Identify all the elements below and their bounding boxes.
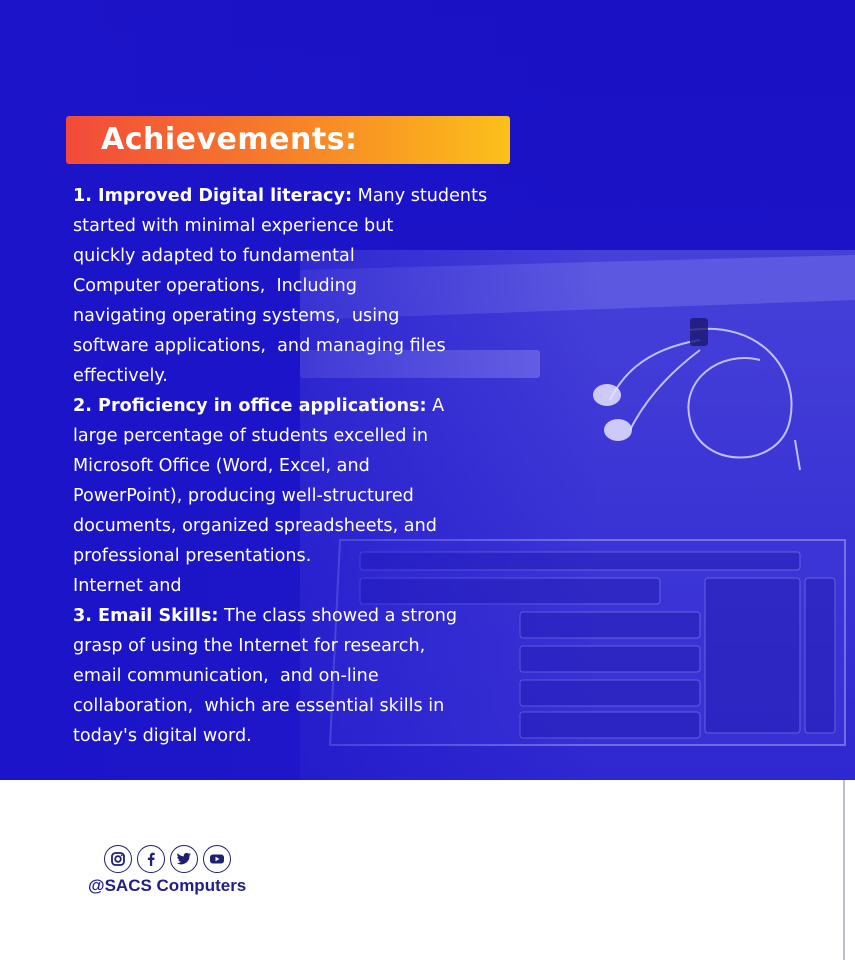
body-line — [73, 541, 543, 571]
body-line-text: quickly adapted to fundamental — [73, 246, 355, 266]
body-line-text: The class showed a strong — [218, 606, 458, 626]
twitter-icon[interactable] — [170, 845, 198, 873]
youtube-icon[interactable] — [203, 845, 231, 873]
body-line-text: effectively. — [73, 366, 168, 386]
instagram-icon[interactable] — [104, 845, 132, 873]
body-line — [73, 391, 543, 421]
body-line-text: grasp of using the Internet for research, — [73, 636, 426, 656]
body-line — [73, 271, 543, 301]
body-line-text: Many students — [352, 186, 488, 206]
achievements-body — [73, 181, 543, 751]
body-line-text: PowerPoint), producing well-structured — [73, 486, 414, 506]
body-line — [73, 481, 543, 511]
body-line — [73, 571, 543, 601]
body-line — [73, 421, 543, 451]
body-line — [73, 241, 543, 271]
body-line — [73, 211, 543, 241]
body-line — [73, 361, 543, 391]
body-line-text: documents, organized spreadsheets, and — [73, 516, 437, 536]
social-icons-row — [104, 845, 234, 875]
body-line — [73, 511, 543, 541]
body-line-text: email communication, and on-line — [73, 666, 379, 686]
body-line-text: large percentage of students excelled in — [73, 426, 429, 446]
body-line — [73, 721, 543, 751]
body-line — [73, 451, 543, 481]
page-edge-divider — [843, 780, 845, 960]
body-line — [73, 661, 543, 691]
body-line-text: Internet and — [73, 576, 182, 596]
brand-handle: @SACS Computers — [88, 876, 247, 895]
body-line-text: Computer operations, Including — [73, 276, 357, 296]
body-line-text: A — [426, 396, 445, 416]
body-line — [73, 631, 543, 661]
body-line-text: collaboration, which are essential skills in — [73, 696, 445, 716]
body-line-bold-label: 3. Email Skills: — [73, 606, 219, 626]
body-line — [73, 181, 543, 211]
body-line — [73, 331, 543, 361]
achievements-heading: Achievements: — [101, 122, 358, 157]
body-line — [73, 601, 543, 631]
body-line-text: navigating operating systems, using — [73, 306, 400, 326]
body-line-text: Microsoft Office (Word, Excel, and — [73, 456, 370, 476]
achievements-heading-box — [66, 116, 510, 164]
facebook-icon[interactable] — [137, 845, 165, 873]
body-line-text: software applications, and managing files — [73, 336, 446, 356]
body-line-bold-label: 1. Improved Digital literacy: — [73, 186, 352, 206]
body-line — [73, 301, 543, 331]
body-line-text: started with minimal experience but — [73, 216, 394, 236]
body-line-text: today's digital word. — [73, 726, 252, 746]
body-line — [73, 691, 543, 721]
body-line-text: professional presentations. — [73, 546, 312, 566]
body-line-bold-label: 2. Proficiency in office applications: — [73, 396, 427, 416]
